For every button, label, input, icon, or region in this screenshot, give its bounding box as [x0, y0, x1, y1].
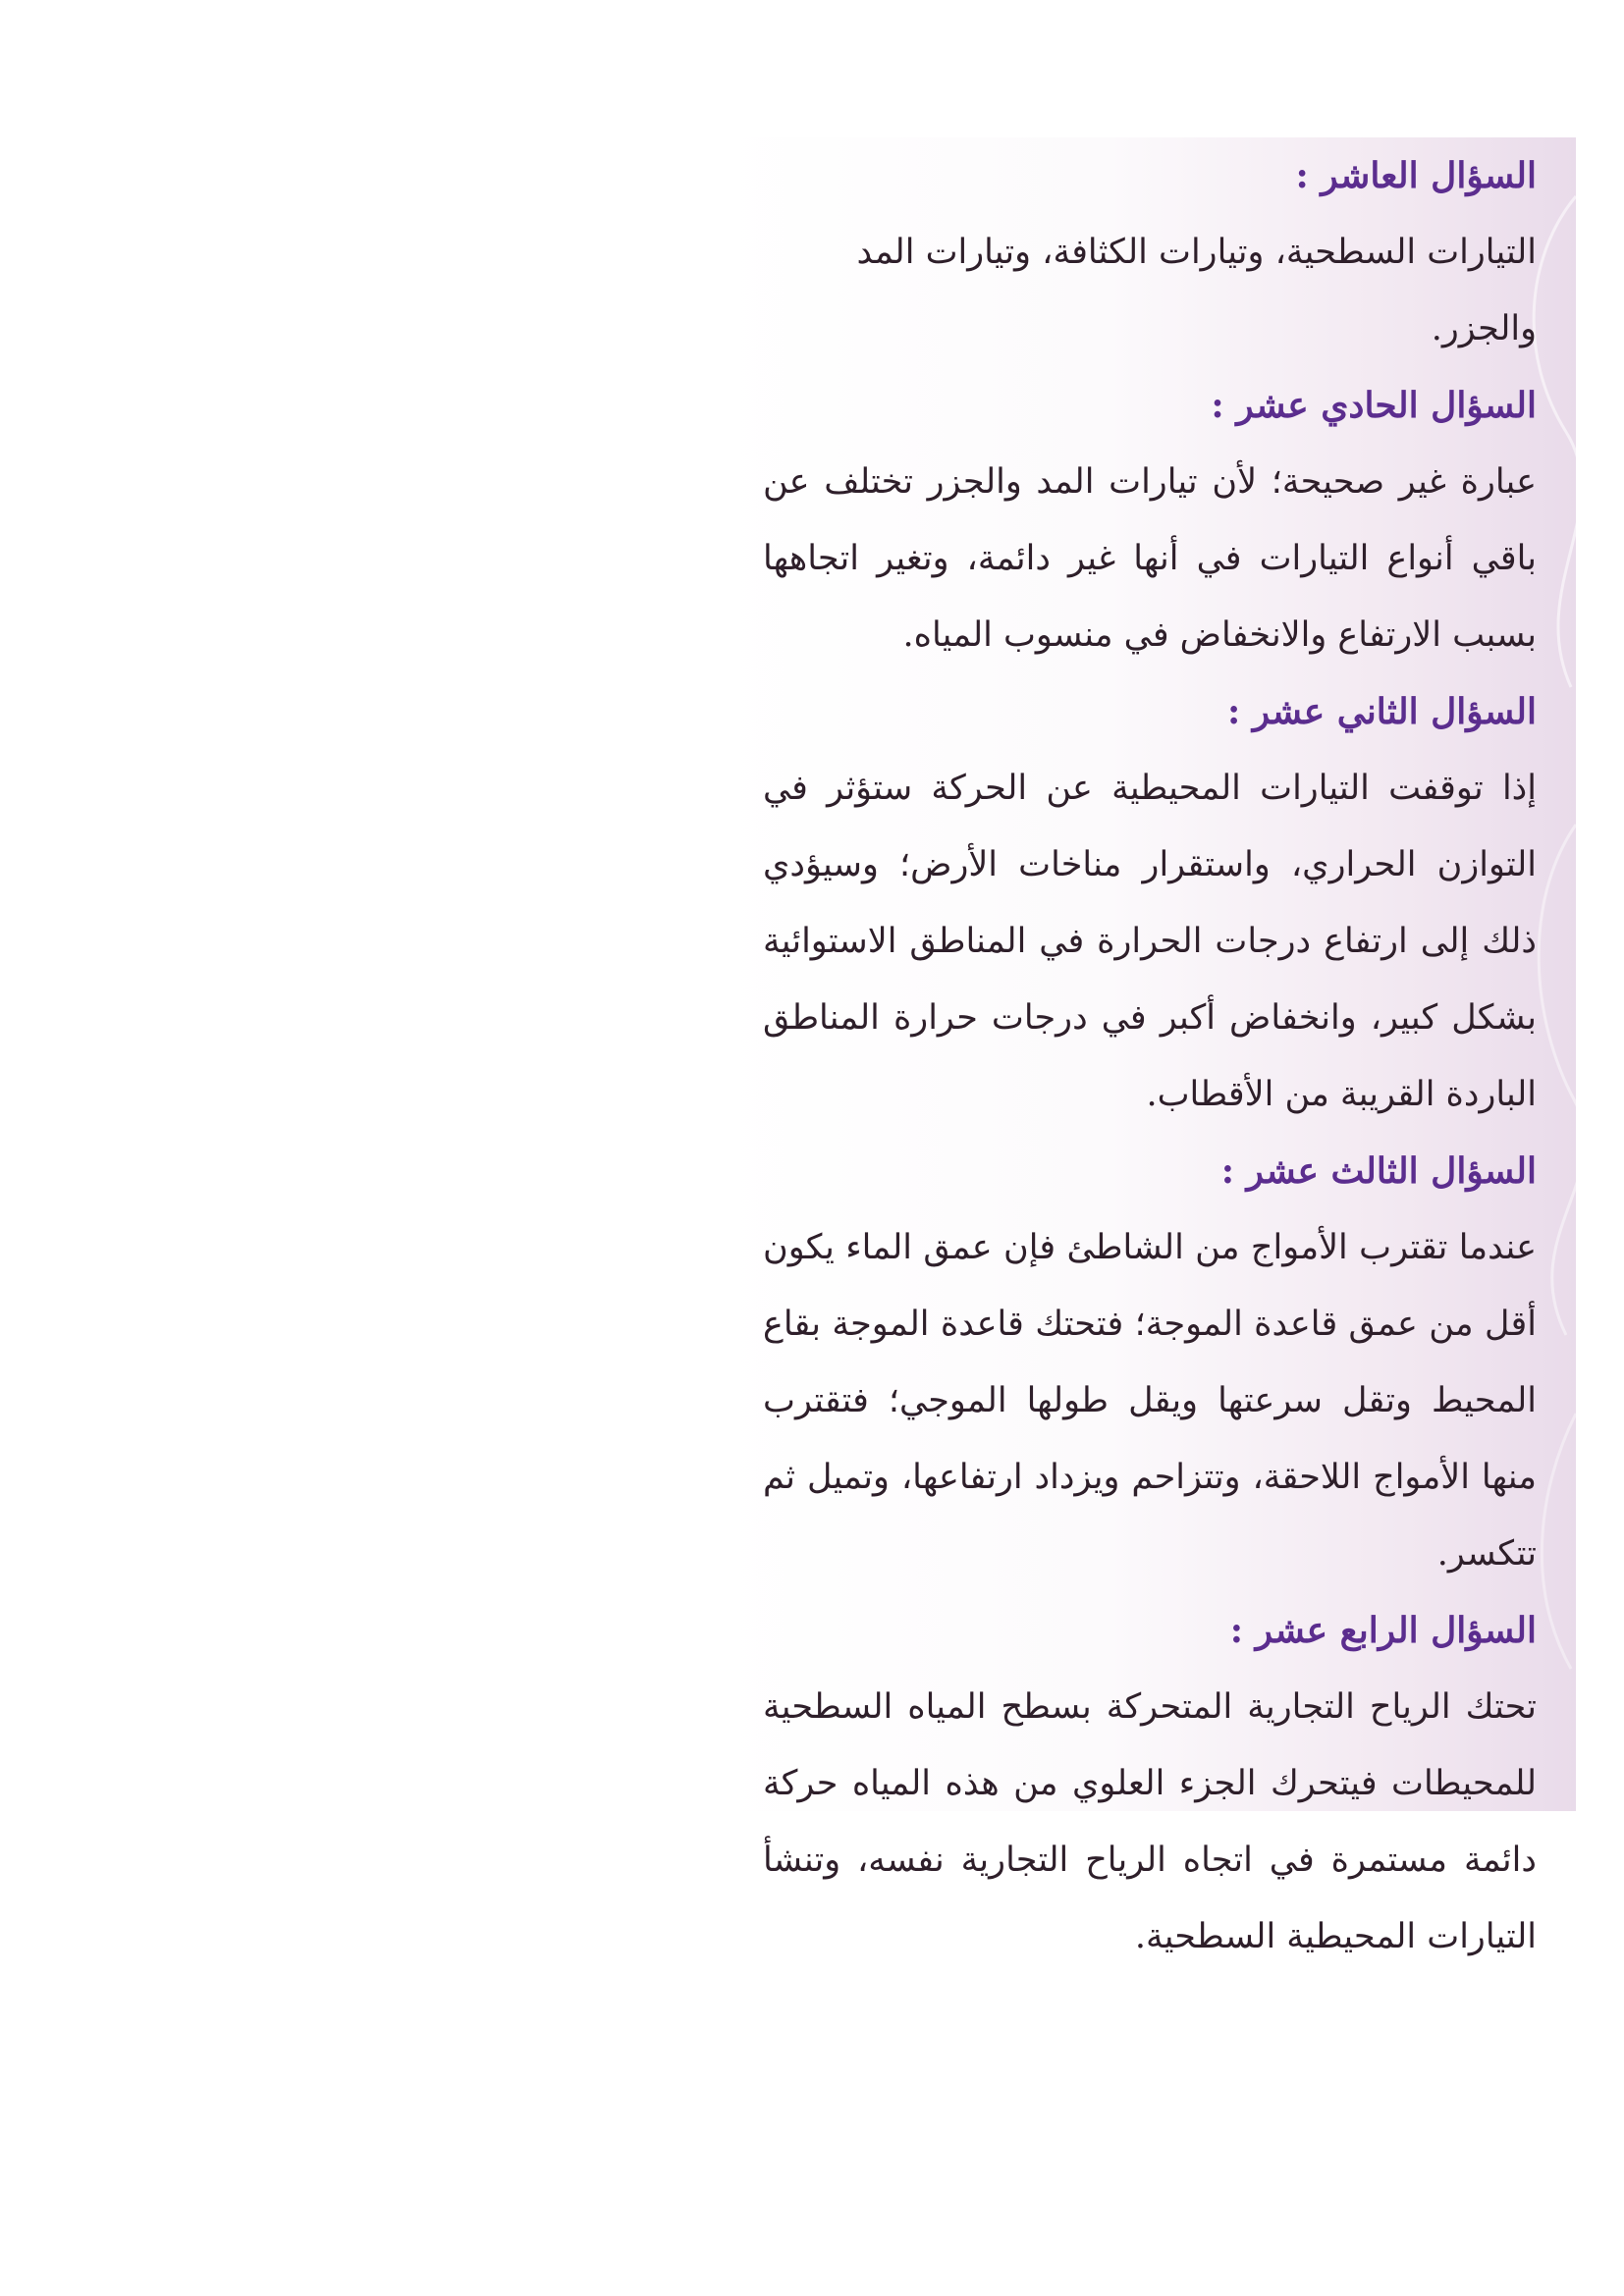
answers-content — [763, 137, 1537, 1975]
question-13-answer: عندما تقترب الأمواج من الشاطئ فإن عمق الماء يكون أقل من عمق قاعدة الموجة؛ فتحتك قاعدة الموجة بقاع المحيط وتقل سرعتها ويقل طولها الموجي؛ فتقترب منها الأمواج اللاحقة، وتتزاحم ويزداد ارتفاعها، وتميل ثم تتكسر. — [763, 1228, 1537, 1574]
question-14-title: السؤال الرابع عشر : — [1229, 1610, 1537, 1651]
answer-panel — [722, 137, 1576, 1956]
question-12-answer: إذا توقفت التيارات المحيطية عن الحركة ستؤثر في التوازن الحراري، واستقرار مناخات الأرض؛ وسيؤدي ذلك إلى ارتفاع درجات الحرارة في المناطق الاستوائية بشكل كبير، وانخفاض أكبر في درجات حرارة المناطق الباردة القريبة من الأقطاب. — [763, 769, 1537, 1114]
question-10-answer: التيارات السطحية، وتيارات الكثافة، وتيارات المد والجزر. — [856, 233, 1537, 348]
question-14-answer: تحتك الرياح التجارية المتحركة بسطح المياه السطحية للمحيطات فيتحرك الجزء العلوي من هذه المياه حركة دائمة مستمرة في اتجاه الرياح التجارية نفسه، وتنشأ التيارات المحيطية السطحية. — [763, 1687, 1537, 1956]
question-13-title: السؤال الثالث عشر : — [1220, 1150, 1537, 1192]
question-10-title: السؤال العاشر : — [1295, 155, 1537, 196]
question-11-answer: عبارة غير صحيحة؛ لأن تيارات المد والجزر تختلف عن باقي أنواع التيارات في أنها غير دائمة، وتغير اتجاهها بسبب الارتفاع والانخفاض في منسوب المياه. — [763, 462, 1537, 655]
question-12-title: السؤال الثاني عشر : — [1226, 691, 1537, 732]
question-11-title: السؤال الحادي عشر : — [1211, 385, 1537, 426]
